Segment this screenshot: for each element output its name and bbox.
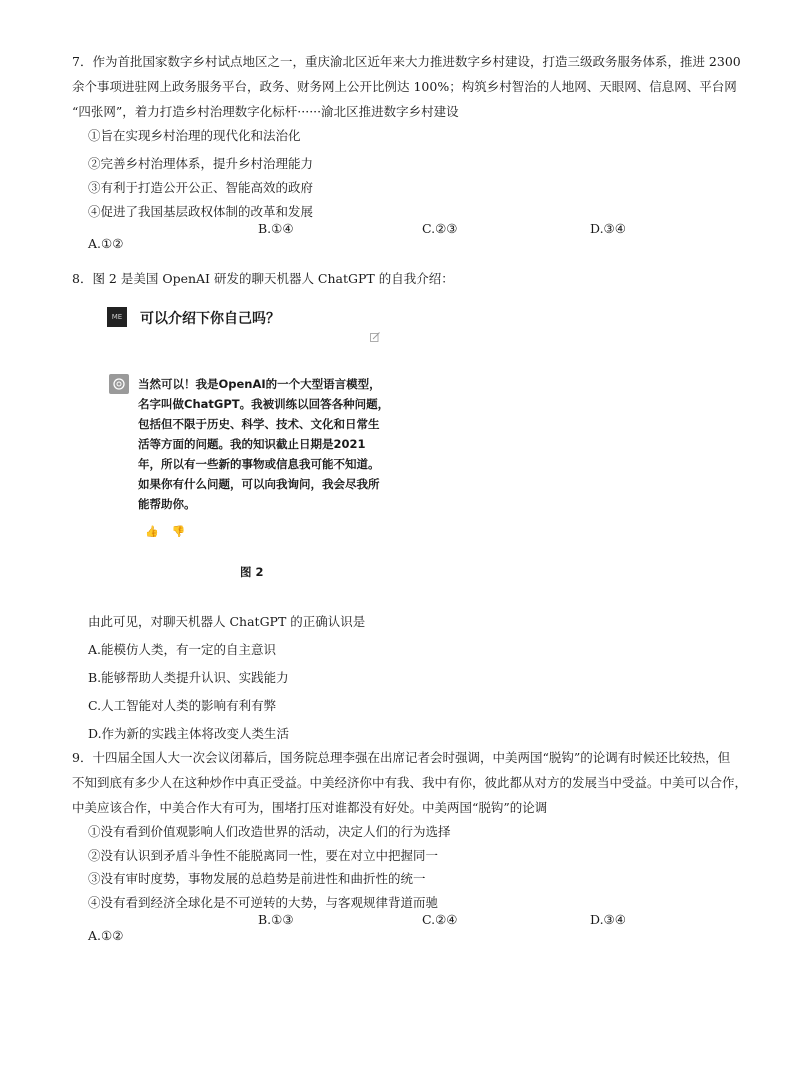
q8-option-a[interactable]: A.能模仿人类，有一定的自主意识	[88, 642, 277, 657]
q7-line-3: “四张网”，着力打造乡村治理数字化标杆······渝北区推进数字乡村建设	[72, 104, 459, 119]
q8-option-d[interactable]: D.作为新的实践主体将改变人类生活	[88, 726, 290, 741]
answer-line-6: 如果你有什么问题，可以向我询问，我会尽我所	[138, 477, 380, 491]
answer-line-7: 能帮助你。	[138, 497, 196, 511]
q9-statement-1: ①没有看到价值观影响人们改造世界的活动，决定人们的行为选择	[88, 824, 451, 839]
q7-statement-3: ③有利于打造公开公正、智能高效的政府	[88, 180, 314, 195]
question-7-stem	[72, 49, 772, 124]
answer-line-5: 年，所以有一些新的事物或信息我可能不知道。	[138, 457, 380, 471]
q9-choice-b[interactable]: B.①③	[258, 912, 294, 927]
q8-option-c[interactable]: C.人工智能对人类的影响有利有弊	[88, 698, 277, 713]
chatgpt-logo-icon	[109, 374, 129, 394]
q9-line-3: 中美应该合作，中美合作大有可为，围堵打压对谁都没有好处。中美两国“脱钩”的论调	[72, 800, 548, 815]
q7-choice-d[interactable]: D.③④	[590, 221, 626, 236]
thumbs-down-icon: 👎	[171, 525, 186, 538]
question-9-statements	[72, 820, 788, 914]
q8-stem: 由此可见，对聊天机器人 ChatGPT 的正确认识是	[88, 614, 366, 629]
feedback-icons	[145, 520, 194, 539]
q7-statement-4: ④促进了我国基层政权体制的改革和发展	[88, 204, 314, 219]
q8-option-b[interactable]: B.能够帮助人类提升认识、实践能力	[88, 670, 289, 685]
q9-statement-4: ④没有看到经济全球化是不可逆转的大势，与客观规律背道而驰	[88, 894, 439, 910]
q7-choice-b[interactable]: B.①④	[258, 221, 294, 236]
q7-line-1: 7．作为首批国家数字乡村试点地区之一，重庆渝北区近年来大力推进数字乡村建设，打造三级政务服务体系，推进 2300	[72, 54, 741, 69]
q9-statement-3: ③没有审时度势，事物发展的总趋势是前进性和曲折性的统一	[88, 871, 426, 886]
q9-statement-2: ②没有认识到矛盾斗争性不能脱离同一性，要在对立中把握同一	[88, 847, 439, 863]
q9-choice-a[interactable]: A.①②	[88, 928, 124, 943]
user-question: 可以介绍下你自己吗？	[140, 311, 280, 327]
user-avatar: ME	[107, 307, 127, 327]
figure-caption: 图 2	[240, 565, 264, 579]
q9-line-2: 不知到底有多少人在这种炒作中真正受益。中美经济你中有我、我中有你，彼此都从对方的发展当中受益。中美可以合作，	[72, 775, 748, 790]
chatgpt-answer	[138, 374, 388, 514]
q7-choice-c[interactable]: C.②③	[422, 221, 458, 236]
q9-choice-c[interactable]: C.②④	[422, 912, 458, 927]
answer-line-4: 活等方面的问题。我的知识截止日期是2021	[138, 437, 366, 451]
thumbs-up-icon: 👍	[145, 525, 159, 538]
q8-intro: 8．图 2 是美国 OpenAI 研发的聊天机器人 ChatGPT 的自我介绍：	[72, 271, 454, 286]
q7-statement-2: ②完善乡村治理体系，提升乡村治理能力	[88, 156, 314, 171]
question-8-body	[88, 608, 788, 748]
edit-icon	[370, 332, 380, 342]
answer-line-2: 名字叫做ChatGPT。我被训练以回答各种问题，	[138, 397, 390, 411]
q9-choice-d[interactable]: D.③④	[590, 912, 626, 927]
chatgpt-screenshot	[100, 298, 400, 566]
q9-line-1: 9．十四届全国人大一次会议闭幕后，国务院总理李强在出席记者会时强调，中美两国“脱钩”的论调有时候还比较热，但	[72, 750, 731, 765]
answer-line-1: 当然可以！我是OpenAI的一个大型语言模型，	[138, 377, 381, 391]
answer-line-3: 包括但不限于历史、科学、技术、文化和日常生	[138, 417, 380, 431]
question-7-statements	[72, 124, 788, 224]
question-9-stem	[72, 745, 772, 820]
q7-choice-a[interactable]: A.①②	[88, 236, 124, 251]
q7-line-2: 余个事项进驻网上政务服务平台，政务、财务网上公开比例达 100%；构筑乡村智治的人地网、天眼网、信息网、平台网	[72, 79, 737, 94]
q7-statement-1: ①旨在实现乡村治理的现代化和法治化	[88, 128, 301, 143]
